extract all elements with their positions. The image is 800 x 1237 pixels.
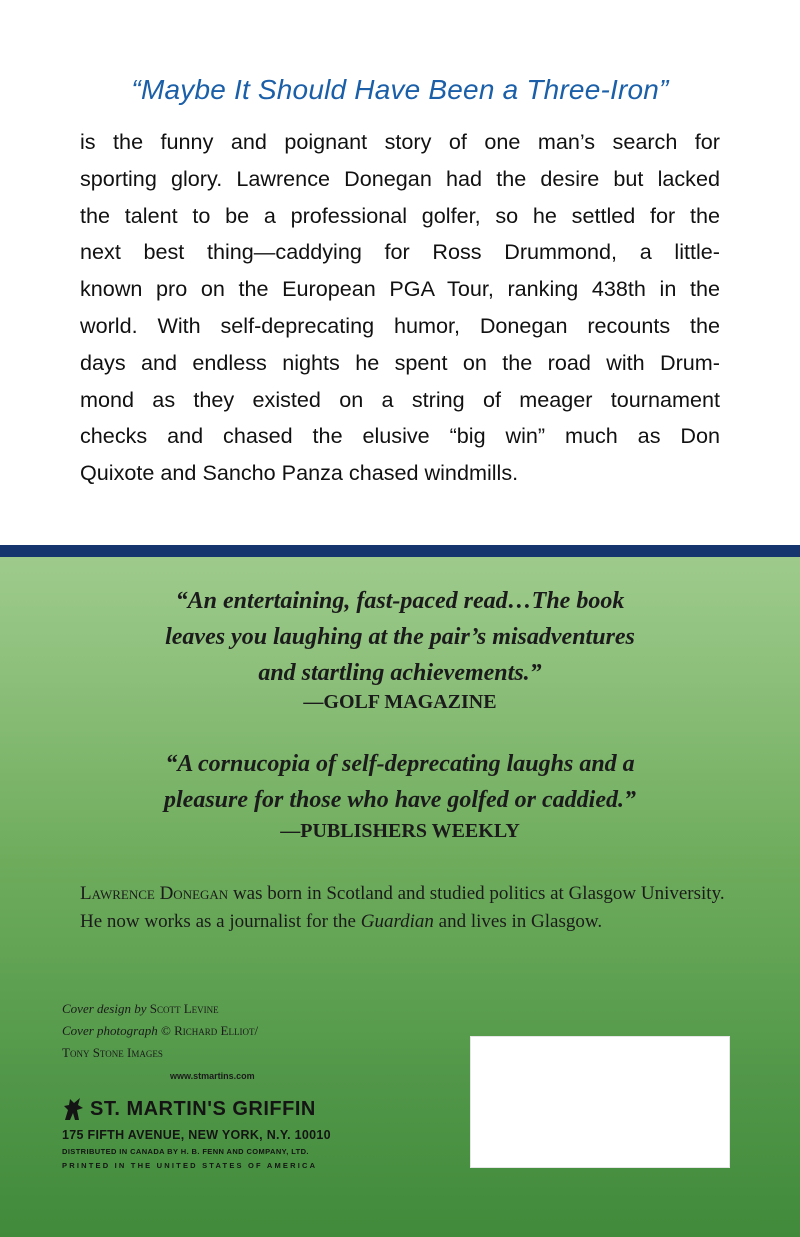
quote-line: “An entertaining, fast-paced read…The book: [175, 588, 625, 614]
publisher-address: 175 FIFTH AVENUE, NEW YORK, N.Y. 10010: [62, 1128, 331, 1142]
photo-label: Cover photograph: [62, 1023, 158, 1038]
publisher-url[interactable]: www.stmartins.com: [170, 1071, 255, 1081]
cover-credits: [62, 998, 392, 1064]
quote-line: leaves you laughing at the pair’s misadventures: [165, 624, 635, 650]
publisher-name-row: [62, 1096, 412, 1122]
author-bio: [80, 880, 730, 936]
design-label: Cover design by: [62, 1001, 147, 1016]
review-quote: [60, 583, 740, 691]
barcode-area: [470, 1036, 730, 1168]
designer-name: Scott Levine: [149, 1001, 219, 1016]
photographer-name: Richard Elliot/: [174, 1023, 259, 1038]
author-name: Lawrence Donegan: [80, 883, 229, 904]
blurb-line: the talent to be a professional golfer, so he settled for the: [80, 202, 720, 228]
publisher-block: [62, 1096, 412, 1170]
bio-text: and lives in Glasgow.: [433, 911, 603, 932]
blurb-line: mond as they existed on a string of meager tournament: [80, 386, 720, 412]
blurb-line: is the funny and poignant story of one man’s search for: [80, 129, 720, 154]
blurb-line: world. With self-deprecating humor, Donegan recounts the: [80, 312, 720, 338]
quote-source: —GOLF MAGAZINE: [303, 691, 497, 713]
blurb-line: days and endless nights he spent on the road with Drum-: [80, 349, 720, 375]
publication-name: Guardian: [360, 911, 434, 932]
quote-source: —PUBLISHERS WEEKLY: [280, 820, 520, 842]
distribution-note: DISTRIBUTED IN CANADA BY H. B. FENN AND COMPANY, LTD.: [62, 1147, 309, 1156]
book-blurb: [80, 124, 720, 492]
book-title: “Maybe It Should Have Been a Three-Iron”: [131, 74, 669, 105]
quote-line: and startling achievements.”: [258, 660, 542, 686]
griffin-icon: [62, 1096, 84, 1122]
quote-line: pleasure for those who have golfed or caddied.”: [164, 787, 636, 813]
blurb-panel: [0, 0, 800, 548]
blurb-line: next best thing—caddying for Ross Drummond, a little-: [80, 239, 720, 265]
quote-line: “A cornucopia of self-deprecating laughs and a: [165, 751, 635, 777]
bio-text: was born in Scotland and studied politics at Glasgow University. He now works as a journalist for the: [80, 883, 725, 932]
review-quote: [60, 746, 740, 818]
printed-note: PRINTED IN THE UNITED STATES OF AMERICA: [62, 1161, 318, 1170]
copyright-symbol: ©: [160, 1023, 171, 1038]
design-credit: [62, 998, 392, 1020]
blurb-line: Quixote and Sancho Panza chased windmills.: [80, 460, 519, 486]
divider-rule: [0, 545, 800, 557]
photo-agency: Tony Stone Images: [62, 1045, 163, 1060]
blurb-line: sporting glory. Lawrence Donegan had the desire but lacked: [80, 165, 720, 191]
blurb-line: known pro on the European PGA Tour, ranking 438th in the: [80, 276, 720, 302]
photo-credit: [62, 1020, 392, 1042]
blurb-line: checks and chased the elusive “big win” much as Don: [80, 423, 720, 449]
publisher-name: ST. MARTIN'S GRIFFIN: [90, 1097, 316, 1120]
